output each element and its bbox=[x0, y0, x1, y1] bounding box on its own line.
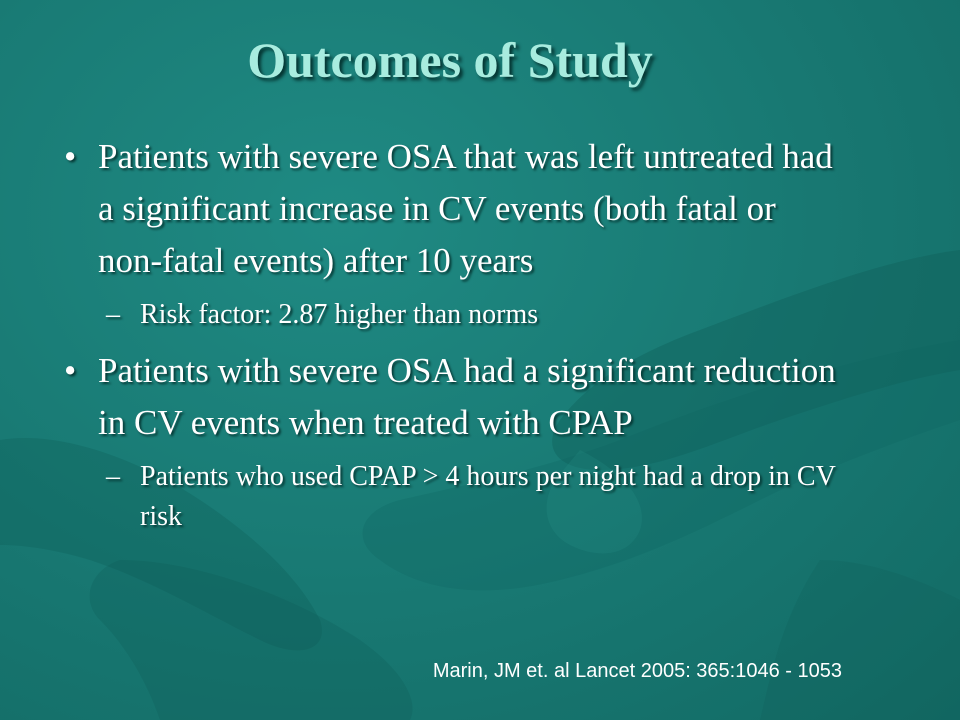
sub-bullet-text: Risk factor: 2.87 higher than norms bbox=[140, 299, 539, 330]
sub-bullet-item bbox=[60, 457, 840, 537]
bullet-item bbox=[60, 345, 840, 449]
dash-icon: – bbox=[106, 299, 120, 330]
sub-bullet-item bbox=[60, 295, 840, 335]
bullet-icon: • bbox=[64, 137, 77, 176]
bullet-item bbox=[60, 131, 840, 287]
slide-title: Outcomes of Study bbox=[247, 32, 653, 88]
slide-content bbox=[60, 131, 840, 537]
sub-bullet-text: Patients who used CPAP > 4 hours per night had a drop in CV risk bbox=[140, 461, 836, 532]
bullet-text: Patients with severe OSA that was left untreated had a significant increase in CV events (both fatal or non-fatal events) after 10 years bbox=[98, 137, 833, 280]
dash-icon: – bbox=[106, 461, 120, 492]
bullet-icon: • bbox=[64, 351, 77, 390]
citation-text: Marin, JM et. al Lancet 2005: 365:1046 - 1053 bbox=[432, 660, 842, 682]
bullet-text: Patients with severe OSA had a significant reduction in CV events when treated with CPAP bbox=[98, 351, 836, 442]
